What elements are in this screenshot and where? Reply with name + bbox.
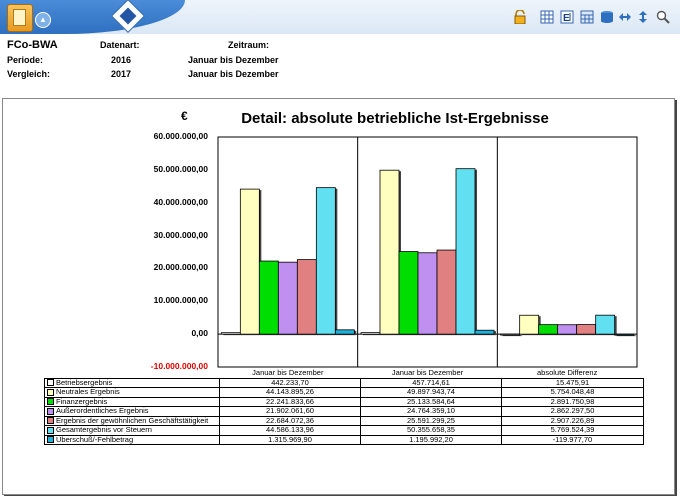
data-table (44, 369, 644, 445)
database-icon[interactable] (600, 10, 614, 24)
table-cell: 5.754.048,48 (502, 388, 644, 398)
table-cell: 5.769.524,39 (502, 426, 644, 436)
swap-vertical-icon[interactable] (636, 10, 650, 24)
export-icon[interactable] (560, 10, 574, 24)
legend-swatch (47, 427, 54, 434)
vergleich-year: 2017 (111, 69, 132, 79)
series-name: Ergebnis der gewöhnlichen Geschäftstätigkeit (56, 415, 209, 425)
table-cell: 442.233,70 (220, 378, 361, 388)
y-tick-label: 20.000.000,00 (153, 262, 208, 273)
y-tick-label: 60.000.000,00 (153, 131, 208, 141)
periode-range: Januar bis Dezember (188, 55, 279, 65)
navigate-up-icon[interactable]: ▲ (35, 12, 51, 28)
table-cell: -119.977,70 (502, 435, 644, 445)
legend-swatch (47, 379, 54, 386)
datenart-label: Datenart: (100, 40, 140, 50)
table-cell: 44.143.895,26 (220, 388, 361, 398)
series-label (45, 435, 220, 445)
table-cell: 24.764.359,10 (361, 407, 502, 417)
legend-swatch (47, 408, 54, 415)
legend-swatch (47, 417, 54, 424)
category-label: Januar bis Dezember (252, 368, 324, 377)
chart-title: Detail: absolute betriebliche Ist-Ergebnisse (241, 110, 549, 127)
vergleich-range: Januar bis Dezember (188, 69, 279, 79)
y-tick-label: 50.000.000,00 (153, 163, 208, 174)
series-label (45, 397, 220, 407)
swap-horizontal-icon[interactable] (618, 10, 632, 24)
table-cell: 22.684.072,36 (220, 416, 361, 426)
table-row (45, 407, 644, 417)
series-name: Betriebsergebnis (56, 377, 113, 387)
series-label (45, 407, 220, 417)
table-icon[interactable] (540, 10, 554, 24)
table-row (45, 397, 644, 407)
legend-swatch (47, 398, 54, 405)
table-row (45, 426, 644, 436)
table-cell: 25.133.584,64 (361, 397, 502, 407)
table-cell: 50.355.658,35 (361, 426, 502, 436)
table-cell: 2.891.750,98 (502, 397, 644, 407)
category-label: Januar bis Dezember (391, 368, 464, 377)
y-tick-label: -10.000.000,00 (150, 361, 208, 371)
table-header-row (45, 369, 644, 378)
table-cell: 22.241.833,66 (220, 397, 361, 407)
series-label (45, 416, 220, 426)
table-cell: 21.902.061,60 (220, 407, 361, 417)
zeitraum-label: Zeitraum: (228, 40, 270, 50)
table-cell: 2.862.297,50 (502, 407, 644, 417)
y-tick-label: 40.000.000,00 (153, 196, 208, 207)
svg-text:E: E (563, 13, 570, 24)
table-row (45, 416, 644, 426)
table-cell: 15.475,91 (502, 378, 644, 388)
grid-icon[interactable] (580, 10, 594, 24)
table-row (45, 435, 644, 445)
y-tick-label: 0,00 (191, 328, 208, 339)
legend-swatch (47, 389, 54, 396)
series-name: Neutrales Ergebnis (56, 387, 120, 397)
toolbar (0, 0, 680, 34)
series-name: Überschuß/-Fehlbetrag (56, 434, 134, 444)
series-name: Gesamtergebnis vor Steuern (56, 425, 152, 435)
table-cell: 457.714,61 (361, 378, 502, 388)
zoom-icon[interactable] (656, 10, 670, 24)
table-cell: 49.897.943,74 (361, 388, 502, 398)
table-cell: 25.591.299,25 (361, 416, 502, 426)
app-logo-icon[interactable] (7, 4, 33, 32)
series-label (45, 378, 220, 388)
category-label: absolute Differenz (537, 368, 598, 377)
table-row (45, 378, 644, 388)
table-cell: 2.907.226,89 (502, 416, 644, 426)
legend-swatch (47, 436, 54, 443)
periode-label: Periode: (7, 55, 44, 65)
table-row (45, 388, 644, 398)
currency-unit: € (181, 109, 188, 123)
series-name: Finanzergebnis (56, 396, 108, 406)
series-label (45, 426, 220, 436)
series-name: Außerordentliches Ergebnis (56, 406, 149, 416)
y-tick-label: 10.000.000,00 (153, 295, 208, 306)
y-tick-label: 30.000.000,00 (153, 229, 208, 240)
table-cell: 1.195.992,20 (361, 435, 502, 445)
app-title: FCo-BWA (7, 39, 58, 51)
table-cell: 1.315.969,90 (220, 435, 361, 445)
series-label (45, 388, 220, 398)
periode-year: 2016 (111, 55, 132, 65)
vergleich-label: Vergleich: (7, 69, 51, 79)
lock-icon[interactable] (513, 10, 527, 24)
table-cell: 44.586.133,96 (220, 426, 361, 436)
